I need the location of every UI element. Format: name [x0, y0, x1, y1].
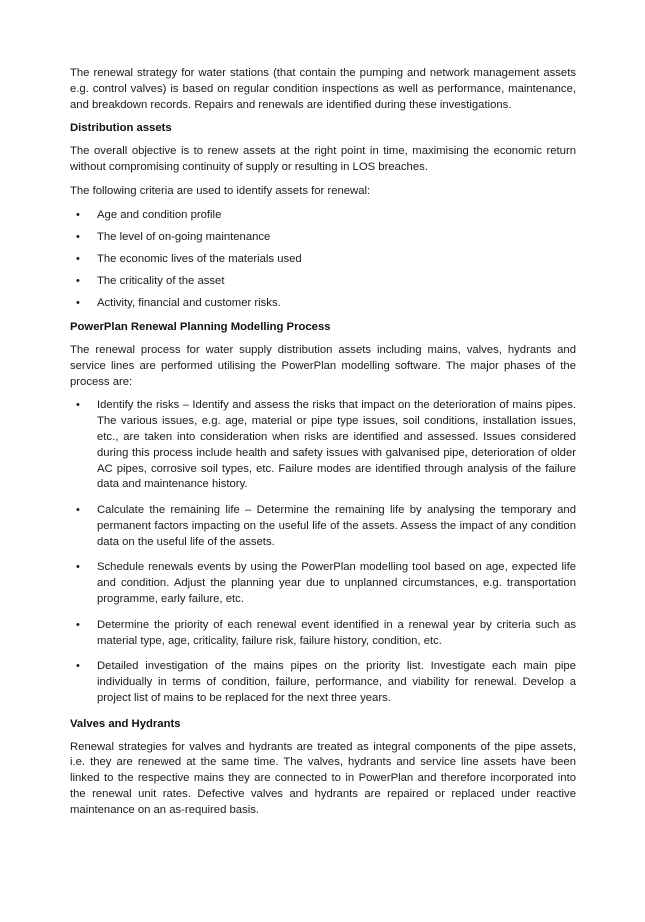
intro-paragraph: The renewal strategy for water stations (that contain the pumping and network management assets e.g. control valves) is based on regular condition inspections as well as performance, maintenance, and breakdown records. Repairs and renewals are identified during these investigations. [70, 67, 576, 111]
bullet-icon: • [76, 275, 80, 288]
criteria-list [70, 208, 576, 313]
bullet-icon: • [76, 230, 80, 243]
bullet-icon: • [76, 504, 80, 517]
powerplan-paragraph: The renewal process for water supply distribution assets including mains, valves, hydrants and service lines are performed utilising the PowerPlan modelling software. The major phases of the process are: [70, 343, 576, 388]
distribution-assets-heading: Distribution assets [70, 122, 172, 135]
list-item: • Identify the risks – Identify and assess the risks that impact on the deterioration of mains pipes. The various issues, e.g. age, material or pipe type issues, soil conditions, installation issues, etc., are taken into consideration when risks are identified and assessed. Issues considered during this process include health and safety issues with galvanised pipe, deterioration of older AC pipes, corrosive soil types, etc. Failure modes are identified through analysis of the failure data and maintenance history. [76, 399, 576, 491]
document-page [70, 66, 576, 827]
bullet-icon: • [76, 252, 80, 265]
bullet-icon: • [76, 561, 80, 574]
list-item: • Age and condition profile [70, 208, 576, 224]
bullet-icon: • [76, 208, 80, 221]
powerplan-heading: PowerPlan Renewal Planning Modelling Process [70, 321, 331, 334]
valves-paragraph: Renewal strategies for valves and hydrants are treated as integral components of the pipe assets, i.e. they are renewed at the same time. The valves, hydrants and service line assets have been linked to the respective mains they are connected to in PowerPlan and therefore incorporated into the renewal unit rates. Defective valves and hydrants are repaired or replaced under reactive maintenance on an as-required basis. [70, 740, 576, 816]
process-steps-list [70, 398, 576, 707]
distribution-paragraph: The overall objective is to renew assets at the right point in time, maximising the economic return without compromising continuity of supply or resulting in LOS breaches. [70, 145, 576, 173]
valves-hydrants-heading: Valves and Hydrants [70, 717, 181, 730]
list-item: • The level of on-going maintenance [70, 230, 576, 246]
list-item: • Schedule renewals events by using the PowerPlan modelling tool based on age, expected life and condition. Adjust the planning year due to unplanned circumstances, e.g. transportation programme, early failure, etc. [76, 561, 576, 606]
list-item: • Calculate the remaining life – Determine the remaining life by analysing the temporary and permanent factors impacting on the useful life of the assets. Assess the impact of any condition data on the useful life of the assets. [76, 504, 576, 548]
bullet-icon: • [76, 399, 80, 412]
bullet-icon: • [76, 618, 80, 631]
bullet-icon: • [76, 297, 80, 310]
bullet-icon: • [76, 660, 80, 673]
list-item: • Activity, financial and customer risks. [70, 296, 576, 312]
criteria-intro: The following criteria are used to identify assets for renewal: [70, 184, 371, 197]
list-item: • Determine the priority of each renewal event identified in a renewal year by criteria such as material type, age, criticality, failure risk, failure history, condition, etc. [76, 618, 576, 647]
list-item: • Detailed investigation of the mains pipes on the priority list. Investigate each main pipe individually in terms of condition, failure, performance, and viability for renewal. Develop a project list of mains to be replaced for the next three years. [76, 660, 576, 705]
list-item: • The economic lives of the materials used [70, 252, 576, 268]
list-item: • The criticality of the asset [70, 274, 576, 290]
